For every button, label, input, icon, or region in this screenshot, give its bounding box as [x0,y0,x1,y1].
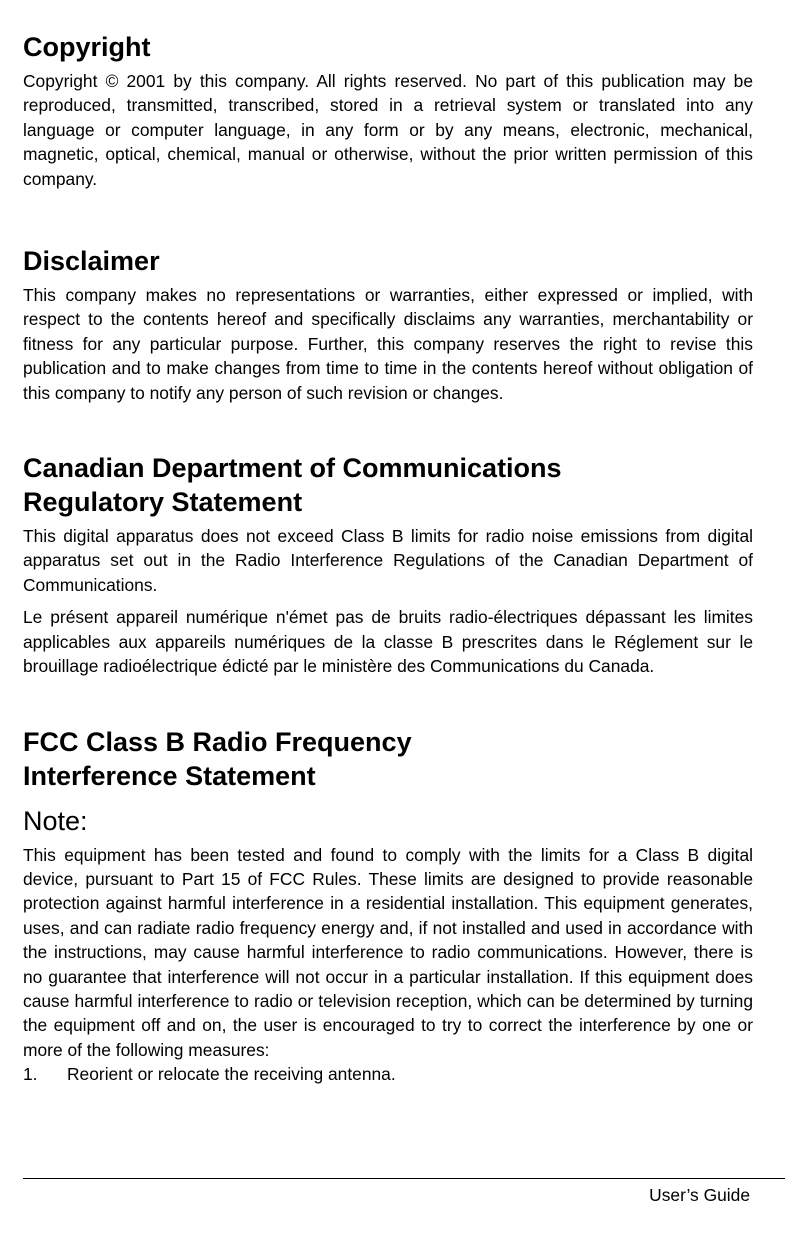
footer-divider [23,1178,785,1179]
disclaimer-section [23,244,753,405]
canadian-doc-section [23,451,753,678]
fcc-note-heading: Note: [23,805,88,836]
document-page [23,30,753,1087]
canadian-doc-heading-line1: Canadian Department of Communications [23,453,562,484]
canadian-doc-heading [23,451,753,519]
canadian-doc-paragraph-english: This digital apparatus does not exceed Class B limits for radio noise emissions from digital apparatus set out in the Radio Interference Regulations of the Canadian Department of Communications. [23,526,753,595]
list-item-text: Reorient or relocate the receiving antenna. [67,1064,396,1085]
copyright-paragraph: Copyright © 2001 by this company. All rights reserved. No part of this publication may be reproduced, transmitted, transcribed, stored in a retrieval system or translated into any language or computer language, in any form or by any means, electronic, mechanical, magnetic, optical, chemical, manual or otherwise, without the prior written permission of this company. [23,71,753,189]
fcc-paragraph: This equipment has been tested and found to comply with the limits for a Class B digital device, pursuant to Part 15 of FCC Rules. These limits are designed to provide reasonable protection against harmful interference in a residential installation. This equipment generates, uses, and can radiate radio frequency energy and, if not installed and used in accordance with the instructions, may cause harmful interference to radio communications. However, there is no guarantee that interference will not occur in a particular installation. If this equipment does cause harmful interference to radio or television reception, which can be determined by turning the equipment off and on, the user is encouraged to try to correct the interference by one or more of the following measures: [23,844,753,1060]
canadian-doc-paragraph-french: Le présent appareil numérique n'émet pas de bruits radio-électriques dépassant les limites applicables aux appareils numériques de la classe B prescrites dans le Réglement sur le brouillage radioélectrique édicté par le ministère des Communications du Canada. [23,607,753,677]
fcc-heading [23,725,753,793]
fcc-heading-line2: Interference Statement [23,760,316,791]
footer-label: User’s Guide [649,1185,750,1205]
copyright-heading: Copyright [23,32,151,62]
fcc-section [23,725,753,1087]
copyright-section [23,30,753,191]
disclaimer-heading: Disclaimer [23,246,160,277]
canadian-doc-heading-line2: Regulatory Statement [23,487,303,518]
list-item [23,1062,753,1086]
fcc-heading-line1: FCC Class B Radio Frequency [23,726,412,757]
disclaimer-paragraph: This company makes no representations or warranties, either expressed or implied, with respect to the contents hereof and specifically disclaims any warranties, merchantability or fitness for any particular purpose. Further, this company reserves the right to revise this publication and to make changes from time to time in the contents hereof without obligation of this company to notify any person of such revision or changes. [23,285,753,403]
list-item-number: 1. [23,1064,38,1085]
